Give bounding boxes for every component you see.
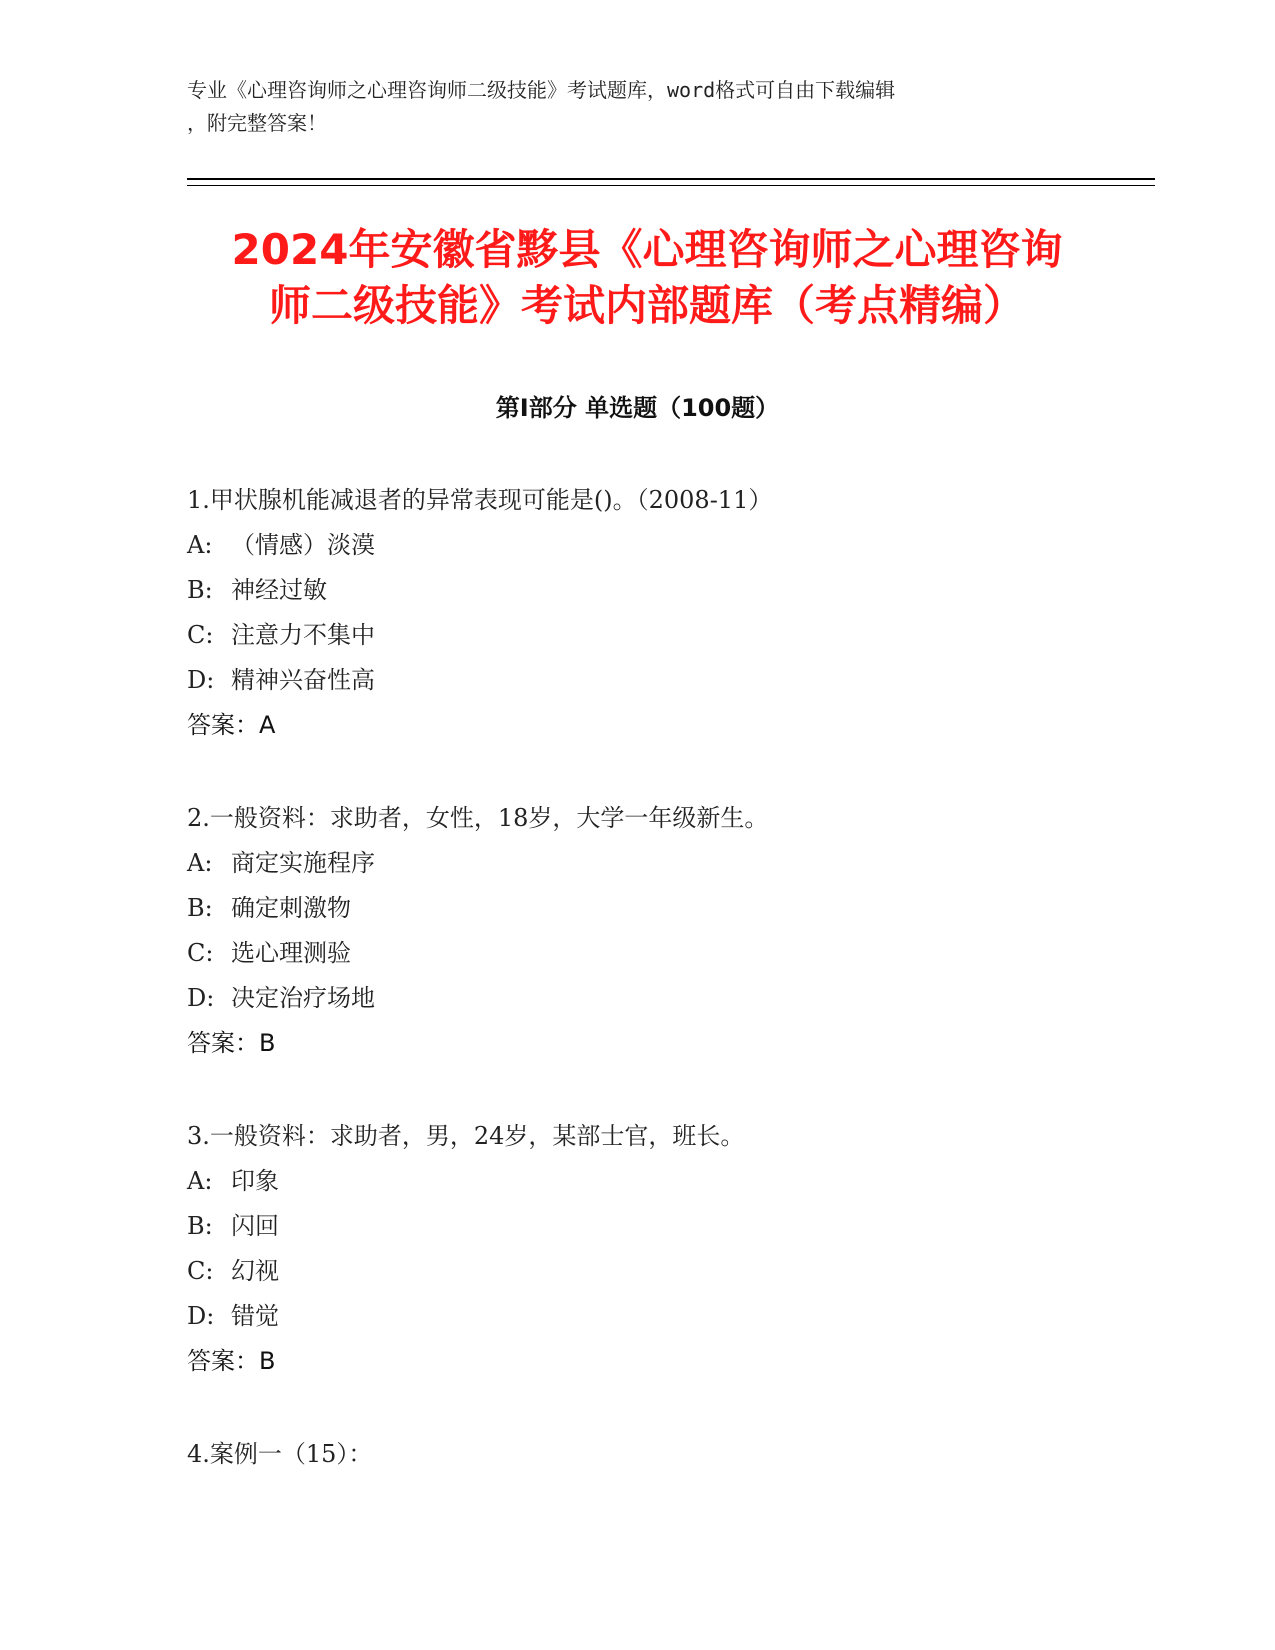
option-c bbox=[187, 931, 1087, 976]
option-key: B: bbox=[187, 576, 213, 604]
option-text: 注意力不集中 bbox=[231, 621, 375, 649]
option-b bbox=[187, 886, 1087, 931]
question-item bbox=[187, 796, 1087, 1066]
option-key: B: bbox=[187, 1212, 213, 1240]
option-b bbox=[187, 1204, 1087, 1249]
option-d bbox=[187, 1294, 1087, 1339]
answer-line: 答案：B bbox=[187, 1347, 276, 1375]
option-text: 确定刺激物 bbox=[231, 894, 351, 922]
option-key: A: bbox=[187, 531, 213, 559]
option-text: 印象 bbox=[231, 1167, 279, 1195]
option-key: C: bbox=[187, 939, 214, 967]
option-key: C: bbox=[187, 1257, 214, 1285]
option-text: 商定实施程序 bbox=[231, 849, 375, 877]
option-text: 决定治疗场地 bbox=[231, 984, 375, 1012]
option-key: D: bbox=[187, 984, 215, 1012]
option-text: 精神兴奋性高 bbox=[231, 666, 375, 694]
option-key: C: bbox=[187, 621, 214, 649]
option-d bbox=[187, 976, 1087, 1021]
option-a bbox=[187, 841, 1087, 886]
question-stem: 4.案例一（15）： bbox=[187, 1440, 373, 1468]
option-text: 神经过敏 bbox=[231, 576, 327, 604]
option-c bbox=[187, 1249, 1087, 1294]
document-title-line-2: 师二级技能》考试内部题库（考点精编） bbox=[268, 281, 1025, 330]
option-key: D: bbox=[187, 666, 215, 694]
option-key: B: bbox=[187, 894, 213, 922]
header-note bbox=[187, 74, 1087, 140]
question-stem: 2.一般资料：求助者，女性，18岁，大学一年级新生。 bbox=[187, 804, 769, 832]
option-text: 错觉 bbox=[231, 1302, 279, 1330]
option-a bbox=[187, 1159, 1087, 1204]
question-list bbox=[187, 478, 1087, 1525]
option-d bbox=[187, 658, 1087, 703]
option-key: A: bbox=[187, 1167, 213, 1195]
document-title bbox=[187, 222, 1107, 334]
option-key: D: bbox=[187, 1302, 215, 1330]
option-text: 幻视 bbox=[231, 1257, 279, 1285]
option-text: 选心理测验 bbox=[231, 939, 351, 967]
option-b bbox=[187, 568, 1087, 613]
document-title-line-1: 2024年安徽省黟县《心理咨询师之心理咨询 bbox=[231, 225, 1063, 274]
question-item bbox=[187, 478, 1087, 748]
option-text: （情感）淡漠 bbox=[231, 531, 375, 559]
answer-line: 答案：B bbox=[187, 1029, 276, 1057]
header-divider-thin bbox=[187, 185, 1155, 186]
header-note-line-2: ，附完整答案！ bbox=[187, 111, 327, 135]
question-item bbox=[187, 1114, 1087, 1384]
option-text: 闪回 bbox=[231, 1212, 279, 1240]
option-key: A: bbox=[187, 849, 213, 877]
question-stem: 3.一般资料：求助者，男，24岁，某部士官，班长。 bbox=[187, 1122, 745, 1150]
header-divider-thick bbox=[187, 178, 1155, 180]
question-stem: 1.甲状腺机能减退者的异常表现可能是()。（2008-11） bbox=[187, 486, 773, 514]
option-a bbox=[187, 523, 1087, 568]
answer-line: 答案：A bbox=[187, 711, 276, 739]
option-c bbox=[187, 613, 1087, 658]
question-item bbox=[187, 1432, 1087, 1477]
section-heading: 第Ⅰ部分 单选题（100题） bbox=[495, 394, 780, 422]
header-note-line-1: 专业《心理咨询师之心理咨询师二级技能》考试题库，word格式可自由下载编辑 bbox=[187, 78, 896, 102]
